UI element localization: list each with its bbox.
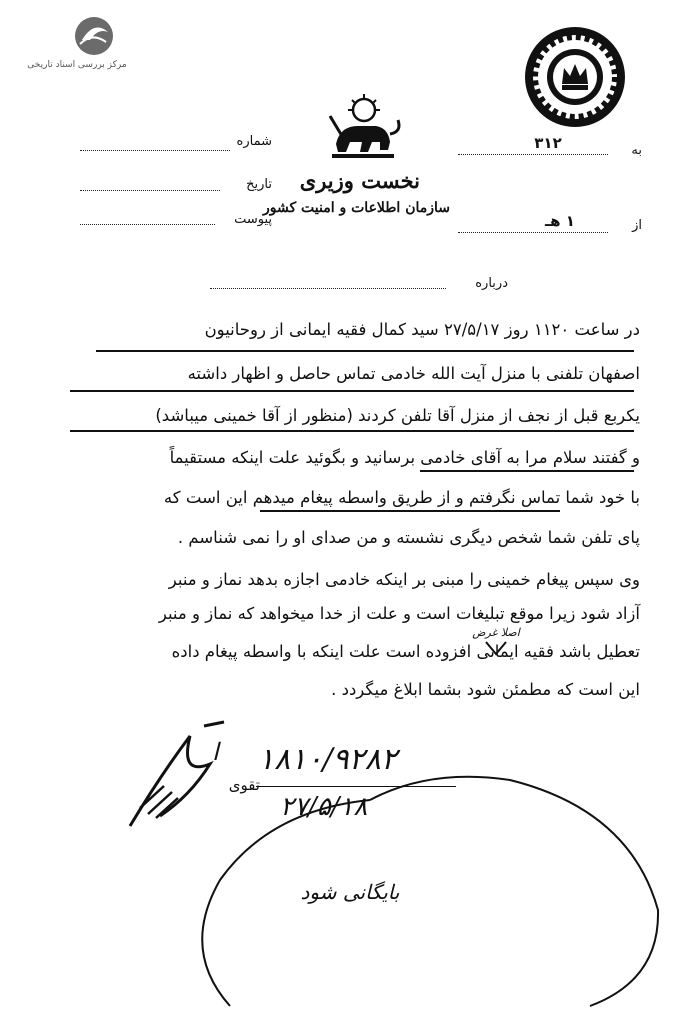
underline — [96, 350, 634, 352]
to-line — [458, 154, 608, 155]
hand-drawn-circle-icon — [170, 770, 670, 1010]
lion-and-sun-emblem-icon — [318, 92, 408, 162]
initials: ا — [212, 738, 219, 766]
subject-line — [210, 288, 446, 289]
to-label: به — [631, 143, 642, 158]
seal-stamp-icon — [520, 22, 630, 132]
subject-label: درباره — [475, 276, 508, 291]
reference-number: ۱۸۱۰/۹۲۸۲ — [258, 742, 398, 777]
handwritten-date: ۲۷/۵/۱۸ — [280, 792, 368, 822]
body-line: این است که مطمئن شود بشما ابلاغ میگردد . — [331, 680, 640, 699]
number-label: شماره — [236, 134, 272, 149]
attachment-label: پیوست — [234, 212, 272, 227]
number-line — [80, 150, 230, 151]
circle-note: بایگانی شود — [300, 880, 400, 904]
body-line: و گفتند سلام مرا به آقای خادمی برسانید و بگوئید علت اینکه مستقیماً — [169, 448, 640, 467]
underline — [70, 390, 634, 392]
watermark — [22, 14, 132, 74]
underline — [70, 430, 634, 432]
body-line: آزاد شود زیرا موقع تبلیغات است و علت از خدا میخواهد که نماز و منبر — [158, 604, 640, 623]
from-label: از — [632, 218, 642, 233]
watermark-logo-icon — [42, 14, 152, 59]
body-line: در ساعت ۱۱۲۰ روز ۲۷/۵/۱۷ سید کمال فقیه ایمانی از روحانیون — [204, 320, 640, 339]
letterhead-title: نخست وزیری — [299, 168, 420, 193]
body-line: با خود شما تماس نگرفتم و از طریق واسطه پیغام میدهم این است که — [163, 488, 640, 507]
letterhead-organization: سازمان اطلاعات و امنیت کشور — [263, 200, 450, 216]
body-line: پای تلفن شما شخص دیگری نشسته و من صدای او را نمی شناسم . — [177, 528, 640, 547]
date-line — [80, 190, 220, 191]
from-value: ۱ هـ — [545, 212, 575, 230]
underline — [420, 470, 634, 472]
name-label: تقوی — [228, 776, 260, 794]
body-line: یکربع قبل از نجف از منزل آقا تلفن کردند (منظور از آقا خمینی میباشد) — [155, 406, 640, 425]
body-line: تعطیل باشد فقیه ایمانی افزوده است علت اینکه با واسطه پیغام داده — [171, 642, 640, 661]
date-label: تاریخ — [246, 177, 272, 192]
body-line: وی سپس پیغام خمینی را مبنی بر اینکه خادمی اجازه بدهد نماز و منبر — [168, 570, 640, 589]
body-line: اصفهان تلفنی با منزل آیت الله خادمی تماس حاصل و اظهار داشته — [187, 364, 640, 383]
from-line — [458, 232, 608, 233]
watermark-text: مرکز بررسی اسناد تاریخی — [27, 60, 127, 70]
underline — [260, 510, 560, 512]
inserted-note: اصلا غرض — [472, 626, 520, 639]
attachment-line — [80, 224, 215, 225]
to-value: ۳۱۲ — [534, 134, 562, 152]
